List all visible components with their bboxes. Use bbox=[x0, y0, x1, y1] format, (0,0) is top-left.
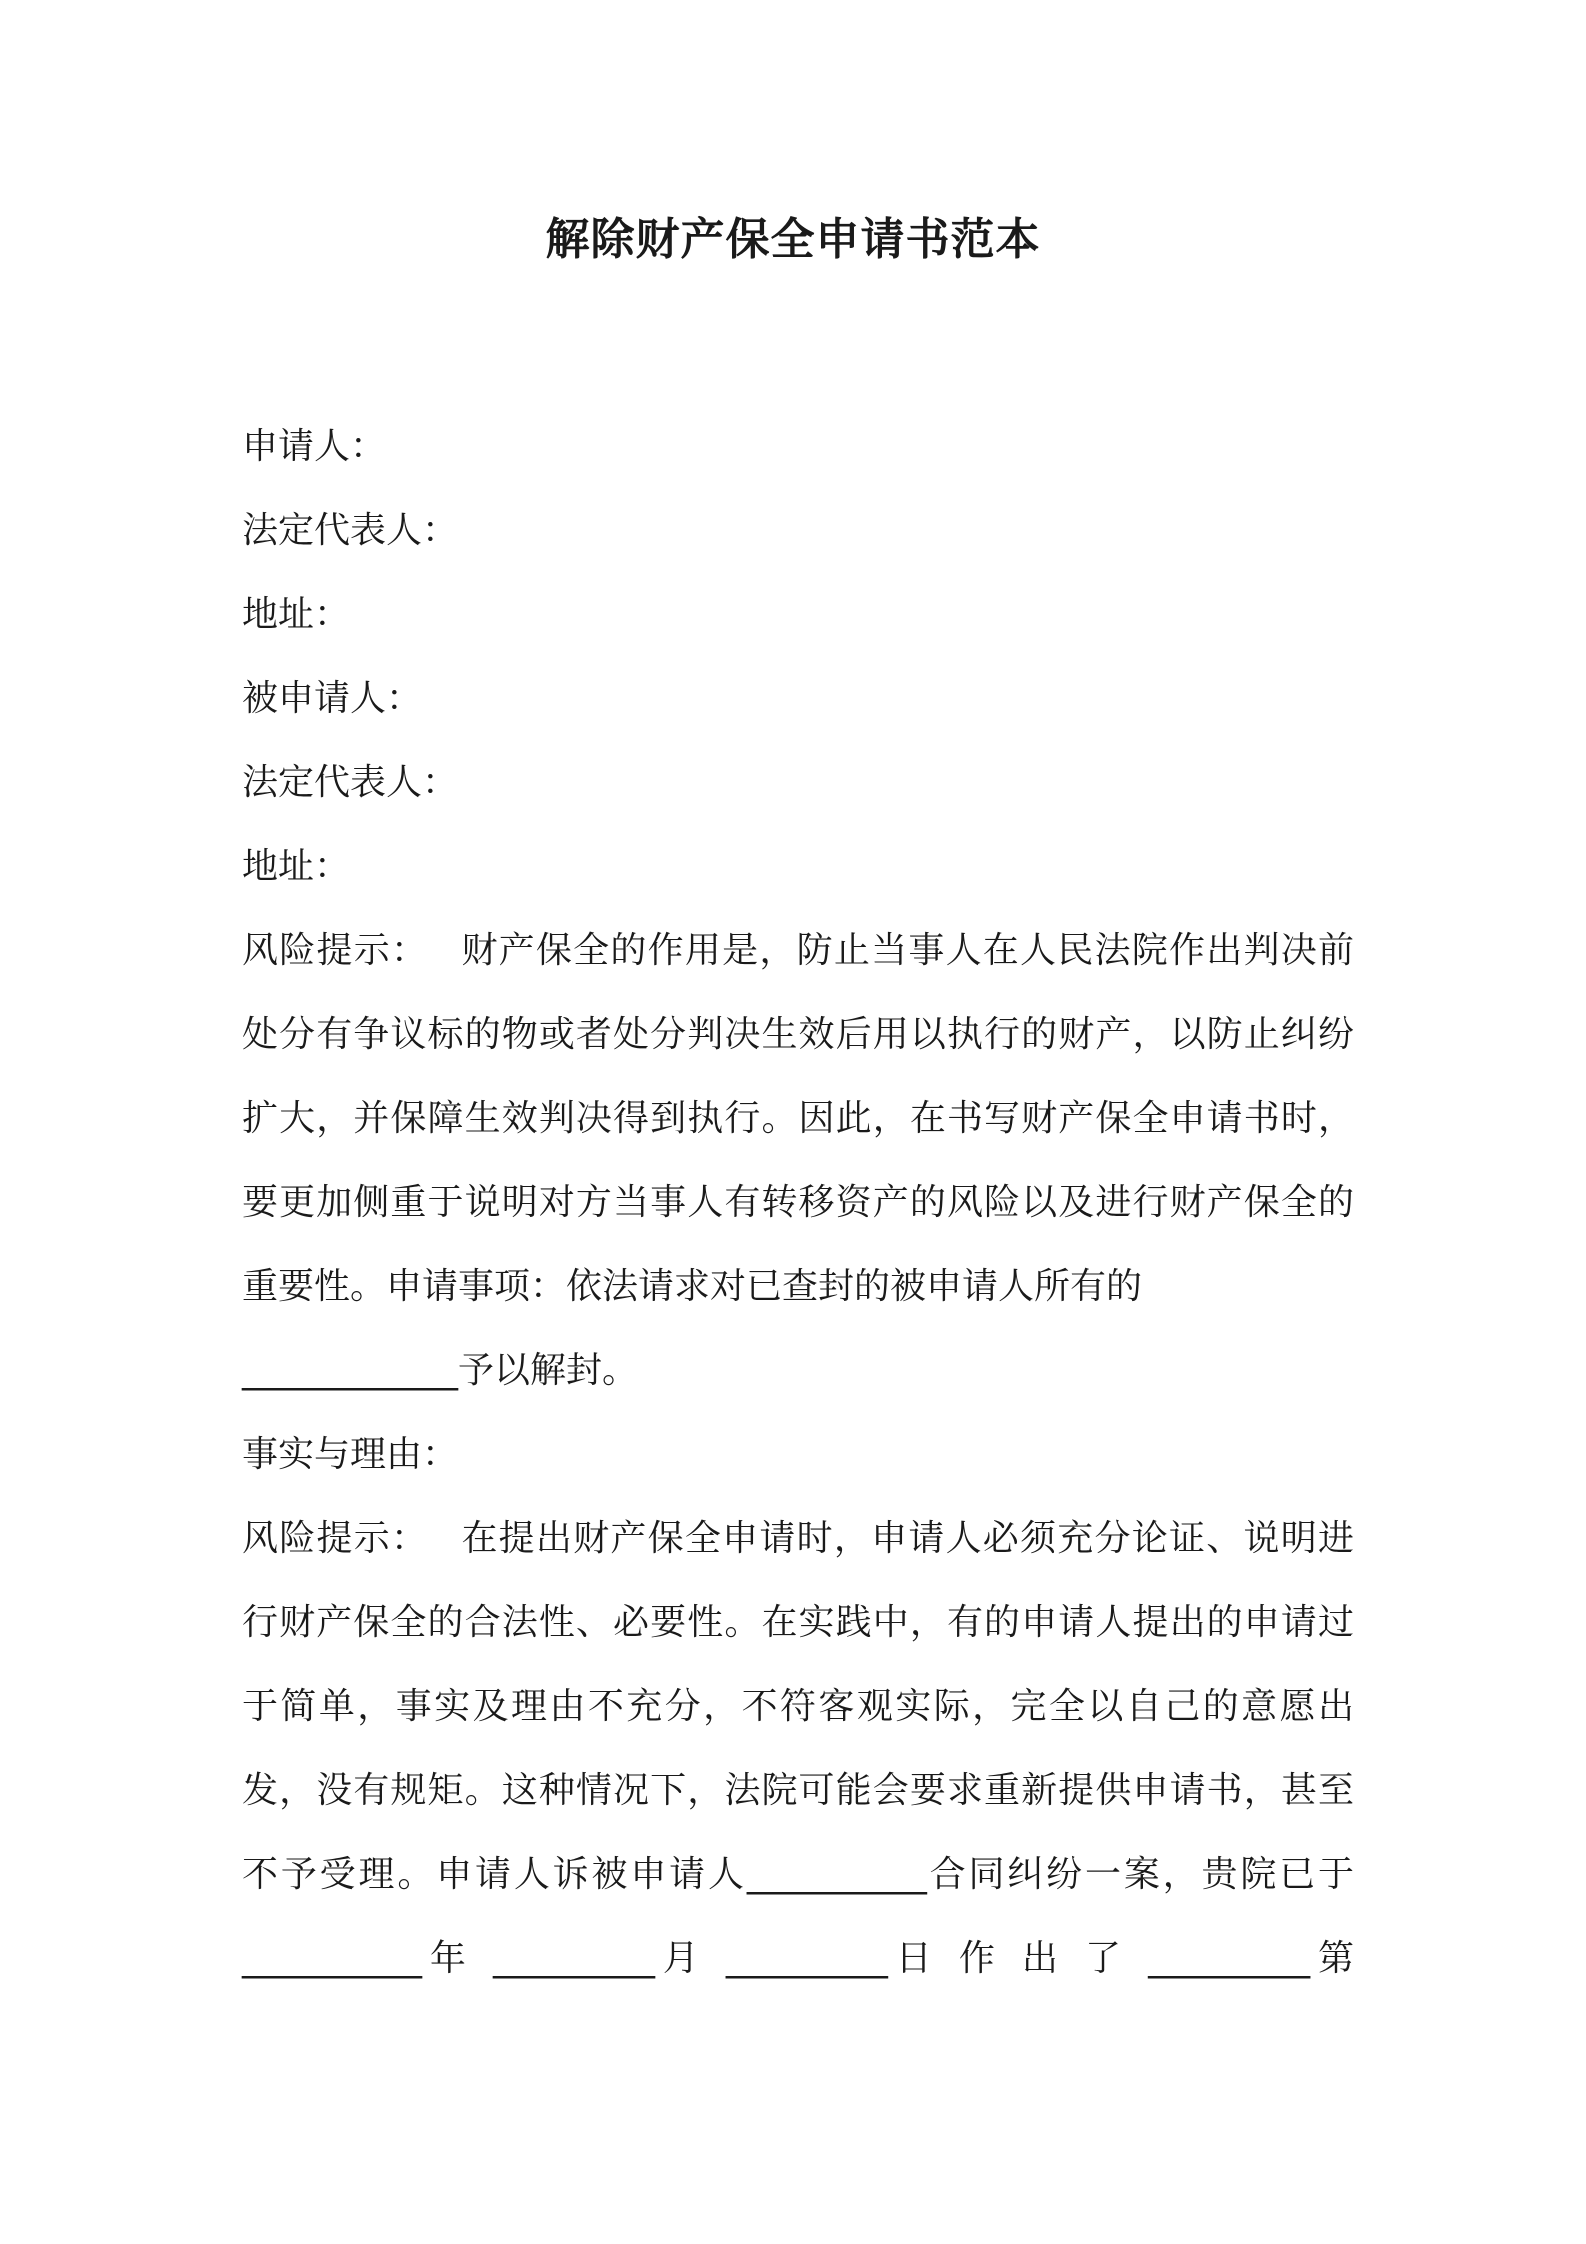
blank-day: _________ bbox=[725, 1938, 888, 1979]
facts-heading: 事实与理由： bbox=[242, 1434, 459, 1475]
year-label: 年 bbox=[422, 1938, 474, 1979]
case-text: 合同纠纷一案，贵院已于 bbox=[926, 1854, 1354, 1895]
risk-tip-label: 风险提示： bbox=[242, 1518, 429, 1559]
blank-month: _________ bbox=[492, 1938, 655, 1979]
blank-case-type: __________ bbox=[746, 1854, 927, 1895]
field-respondent: 被申请人： bbox=[242, 678, 423, 719]
document-title: 解除财产保全申请书范本 bbox=[545, 214, 1041, 265]
release-request-line bbox=[242, 1329, 1354, 1413]
date-line bbox=[242, 1917, 1354, 2001]
month-label: 月 bbox=[654, 1938, 707, 1979]
release-text: 予以解封。 bbox=[458, 1350, 639, 1391]
risk-tip-label: 风险提示： bbox=[242, 930, 429, 971]
blank-year: __________ bbox=[242, 1938, 422, 1979]
field-applicant: 申请人： bbox=[242, 426, 387, 467]
field-address: 地址： bbox=[242, 594, 351, 635]
field-respondent-legal-representative: 法定代表人： bbox=[242, 762, 459, 803]
risk-tip-paragraph-1 bbox=[242, 909, 1354, 1329]
document-body bbox=[242, 405, 1354, 2001]
risk-tip-text: 财产保全的作用是，防止当事人在人民法院作出判决前处分有争议标的物或者处分判决生效后用以执行的财产，以防止纠纷扩大，并保障生效判决得到执行。因此，在书写财产保全申请书时，要更加侧重于说明对方当事人有转移资产的风险以及进行财产保全的重要性。申请事项：依法请求对已查封的被申请人所有的 bbox=[242, 930, 1354, 1307]
risk-tip-text: 在提出财产保全申请时，申请人必须充分论证、说明进行财产保全的合法性、必要性。在实践中，有的申请人提出的申请过于简单，事实及理由不充分，不符客观实际，完全以自己的意愿出发，没有规矩。这种情况下，法院可能会要求重新提供申请书，甚至不予受理。申请人诉被申请人 bbox=[242, 1518, 1354, 1895]
field-respondent-address: 地址： bbox=[242, 846, 351, 887]
risk-tip-paragraph-2 bbox=[242, 1497, 1354, 1917]
day-label: 日 作 出 了 bbox=[887, 1938, 1129, 1979]
field-legal-representative: 法定代表人： bbox=[242, 510, 459, 551]
number-label: 第 bbox=[1310, 1938, 1354, 1979]
blank-number: _________ bbox=[1148, 1938, 1311, 1979]
blank-property: ____________ bbox=[242, 1350, 458, 1391]
